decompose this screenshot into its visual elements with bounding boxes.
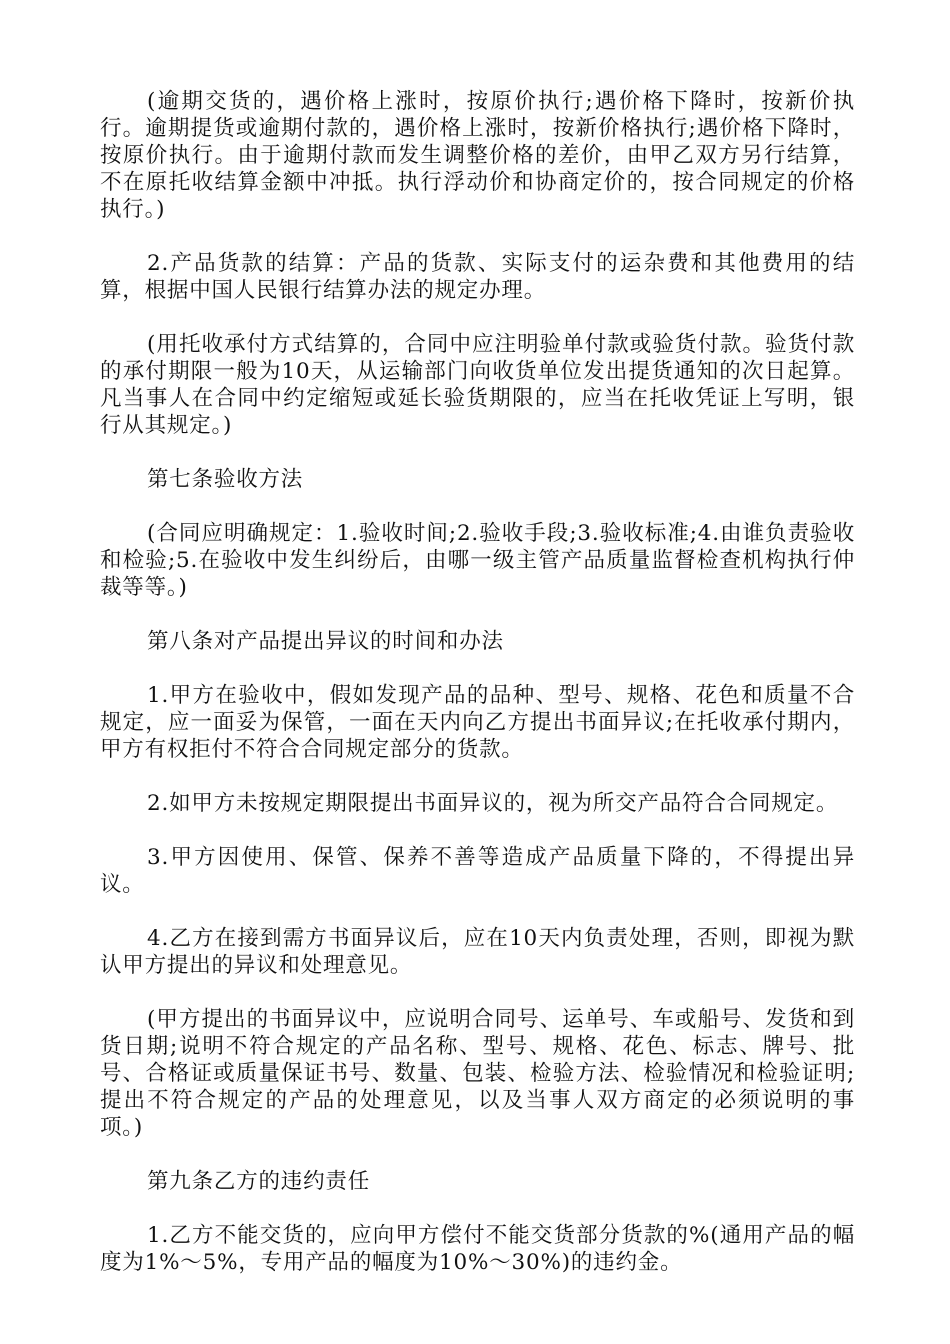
paragraph-objection-4: 4.乙方在接到需方书面异议后，应在10天内负责处理，否则，即视为默认甲方提出的异议和处理意见。: [100, 926, 855, 978]
paragraph-liability-1: 1.乙方不能交货的，应向甲方偿付不能交货部分货款的%(通用产品的幅度为1%～5%，专用产品的幅度为10%～30%)的违约金。: [100, 1223, 855, 1275]
section-heading-article-9: 第九条乙方的违约责任: [147, 1169, 371, 1194]
paragraph-collection-note: (用托收承付方式结算的，合同中应注明验单付款或验货付款。验货付款的承付期限一般为10天，从运输部门向收货单位发出提货通知的次日起算。凡当事人在合同中约定缩短或延长验货期限的，应当在托收凭证上写明，银行从其规定。): [100, 332, 855, 438]
paragraph-objection-note: (甲方提出的书面异议中，应说明合同号、运单号、车或船号、发货和到货日期;说明不符合规定的产品名称、型号、规格、花色、标志、牌号、批号、合格证或质量保证书号、数量、包装、检验方法、检验情况和检验证明;提出不符合规定的产品的处理意见，以及当事人双方商定的必须说明的事项。): [100, 1007, 855, 1140]
paragraph-inspection-note: (合同应明确规定：1.验收时间;2.验收手段;3.验收标准;4.由谁负责验收和检验;5.在验收中发生纠纷后，由哪一级主管产品质量监督检查机构执行仲裁等等。): [100, 521, 855, 600]
document-page: [100, 88, 855, 1303]
section-heading-article-7: 第七条验收方法: [147, 467, 304, 492]
paragraph-objection-1: 1.甲方在验收中，假如发现产品的品种、型号、规格、花色和质量不合规定，应一面妥为保管，一面在天内向乙方提出书面异议;在托收承付期内，甲方有权拒付不符合合同规定部分的货款。: [100, 683, 855, 762]
paragraph-objection-3: 3.甲方因使用、保管、保养不善等造成产品质量下降的，不得提出异议。: [100, 845, 855, 897]
paragraph-payment-settlement: 2.产品货款的结算：产品的货款、实际支付的运杂费和其他费用的结算，根据中国人民银行结算办法的规定办理。: [100, 251, 855, 303]
paragraph-objection-2: 2.如甲方未按规定期限提出书面异议的，视为所交产品符合合同规定。: [147, 791, 839, 816]
paragraph-price-adjustment-note: (逾期交货的，遇价格上涨时，按原价执行;遇价格下降时，按新价执行。逾期提货或逾期付款的，遇价格上涨时，按新价格执行;遇价格下降时，按原价执行。由于逾期付款而发生调整价格的差价，由甲乙双方另行结算，不在原托收结算金额中冲抵。执行浮动价和协商定价的，按合同规定的价格执行。): [100, 89, 855, 222]
section-heading-article-8: 第八条对产品提出异议的时间和办法: [147, 629, 504, 654]
